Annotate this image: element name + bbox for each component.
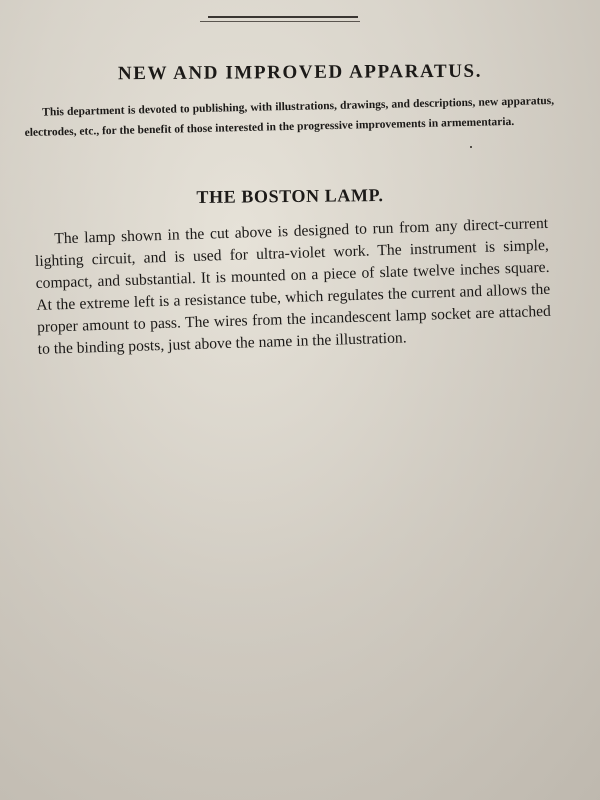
- header-rule-thick: [208, 16, 358, 18]
- article-title: THE BOSTON LAMP.: [196, 185, 384, 207]
- header-rule: [200, 16, 360, 24]
- department-intro: This department is devoted to publishing, with illustrations, drawings, and descriptions, new apparatus, electrodes, etc., for the benefit of those interested in the progressive improvements in armementaria.: [24, 94, 555, 139]
- department-title: NEW AND IMPROVED APPARATUS.: [117, 60, 483, 85]
- article-body: The lamp shown in the cut above is designed to run from any direct-current lighting circuit, and is used for ultra-violet work. The instrument is simple, compact, and substantial. It is mounted on a piece of slate twelve inches square. At the extreme left is a resistance tube, which regulates the current and allows the proper amount to pass. The wires from the incandescent lamp socket are attached to the binding posts, just above the name in the illustration.: [34, 214, 552, 358]
- header-rule-thin: [200, 21, 360, 22]
- ink-speck: [470, 146, 472, 148]
